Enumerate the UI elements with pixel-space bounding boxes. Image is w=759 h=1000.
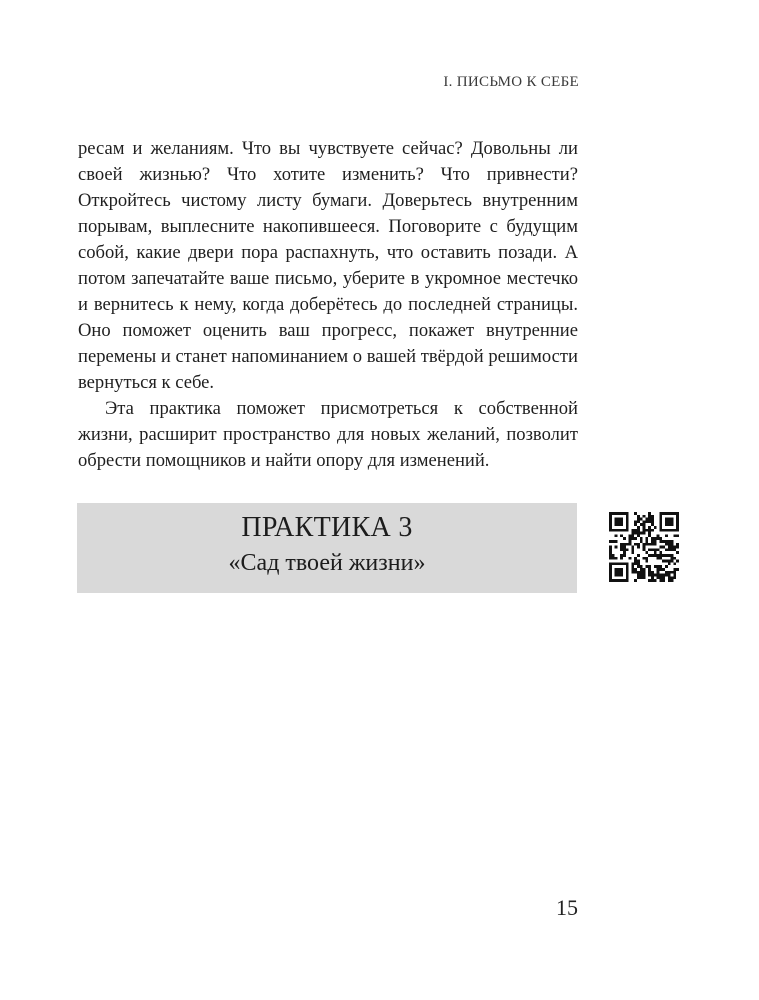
practice-heading: ПРАКТИКА 3 — [241, 512, 413, 543]
practice-subtitle: «Сад твоей жизни» — [228, 550, 426, 576]
page-number: 15 — [556, 895, 578, 920]
practice-title-box — [77, 503, 577, 593]
body-paragraph-2: Эта практика поможет присмотреться к собственной жизни, расширит пространство для новых желаний, позволит обрести помощников и найти опору для изменений. — [78, 398, 578, 471]
qr-code-icon[interactable] — [609, 512, 679, 582]
running-header: I. ПИСЬМО К СЕБЕ — [443, 74, 579, 90]
body-text — [78, 136, 578, 474]
body-paragraph-1: ресам и желаниям. Что вы чувствуете сейчас? Довольны ли своей жизнью? Что хотите изменить? Что привнести? Откройтесь чистому листу бумаги. Доверьтесь внутренним порывам, выплесните накопившееся. Поговорите с будущим собой, какие двери пора распахнуть, что оставить позади. А потом запечатайте ваше письмо, уберите в укромное местечко и вернитесь к нему, когда доберётесь до последней страницы. Оно поможет оценить ваш прогресс, покажет внутренние перемены и станет напоминанием о вашей твёрдой решимости вернуться к себе. — [78, 138, 578, 393]
